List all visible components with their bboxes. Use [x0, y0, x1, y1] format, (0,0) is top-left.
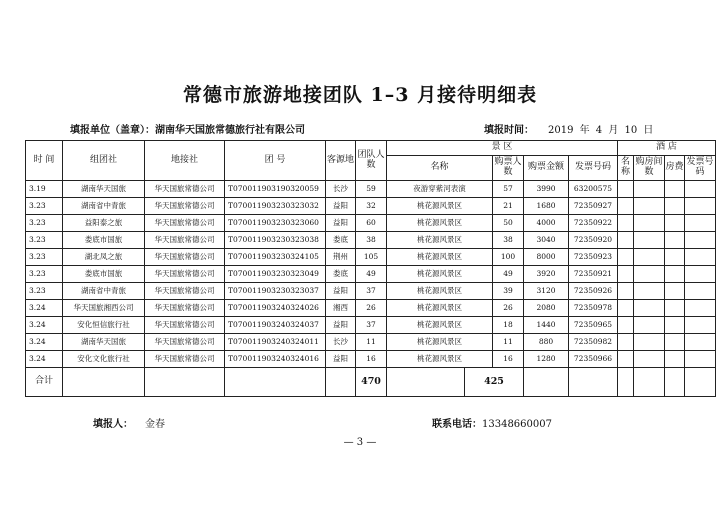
- row-local: 华天国旅常德公司: [145, 232, 225, 249]
- col-hotel-name: 名称: [618, 156, 634, 181]
- row-hotel-invoice: [685, 317, 716, 334]
- row-group-no: T070011903230323032: [225, 198, 326, 215]
- row-date: 3.24: [26, 300, 63, 317]
- row-hotel-fee: [665, 232, 685, 249]
- phone-label: 联系电话：: [432, 419, 482, 430]
- row-group: 湖北凤之旅: [63, 249, 145, 266]
- row-group-no: T070011903240324037: [225, 317, 326, 334]
- row-amount: 3920: [524, 266, 569, 283]
- col-local: 地接社: [145, 141, 225, 181]
- row-invoice: 72350922: [569, 215, 618, 232]
- row-source: 娄底: [326, 232, 356, 249]
- row-source: 益阳: [326, 351, 356, 368]
- row-local: 华天国旅常德公司: [145, 181, 225, 198]
- row-amount: 3120: [524, 283, 569, 300]
- row-hotel-rooms: [634, 317, 665, 334]
- row-local: 华天国旅常德公司: [145, 317, 225, 334]
- row-hotel-fee: [665, 351, 685, 368]
- row-tickets: 16: [493, 351, 524, 368]
- row-group-no: T070011903240324026: [225, 300, 326, 317]
- report-time-value: 2019 年 4 月 10 日: [548, 125, 654, 136]
- table-row: [26, 351, 716, 368]
- phone-number: 13348660007: [482, 419, 552, 430]
- col-time: 时 间: [26, 141, 63, 181]
- row-hotel-name: [618, 317, 634, 334]
- row-hotel-rooms: [634, 232, 665, 249]
- row-hotel-invoice: [685, 232, 716, 249]
- col-group-no: 团 号: [225, 141, 326, 181]
- row-hotel-fee: [665, 181, 685, 198]
- row-amount: 1280: [524, 351, 569, 368]
- row-people: 11: [356, 334, 387, 351]
- col-hotel-rooms: 购房间数: [634, 156, 665, 181]
- row-source: 益阳: [326, 283, 356, 300]
- row-people: 105: [356, 249, 387, 266]
- row-tickets: 57: [493, 181, 524, 198]
- table-row: [26, 317, 716, 334]
- row-amount: 1680: [524, 198, 569, 215]
- col-hotel: 酒 店: [618, 141, 716, 156]
- row-hotel-invoice: [685, 181, 716, 198]
- row-date: 3.19: [26, 181, 63, 198]
- row-scenic-name: 桃花源风景区: [387, 198, 493, 215]
- row-hotel-name: [618, 300, 634, 317]
- row-invoice: 72350920: [569, 232, 618, 249]
- report-time: [484, 121, 653, 136]
- row-amount: 2080: [524, 300, 569, 317]
- row-hotel-fee: [665, 334, 685, 351]
- row-group: 安化文化旅行社: [63, 351, 145, 368]
- table-row: [26, 266, 716, 283]
- row-hotel-invoice: [685, 300, 716, 317]
- row-group: 娄底市国旅: [63, 232, 145, 249]
- row-hotel-fee: [665, 283, 685, 300]
- row-local: 华天国旅常德公司: [145, 266, 225, 283]
- row-hotel-rooms: [634, 351, 665, 368]
- row-people: 37: [356, 317, 387, 334]
- row-date: 3.23: [26, 215, 63, 232]
- row-people: 38: [356, 232, 387, 249]
- row-hotel-name: [618, 351, 634, 368]
- row-amount: 880: [524, 334, 569, 351]
- row-source: 娄底: [326, 266, 356, 283]
- row-scenic-name: 桃花源风景区: [387, 334, 493, 351]
- row-group-no: T070011903230324105: [225, 249, 326, 266]
- total-tickets: 425: [465, 368, 524, 397]
- row-invoice: 72350921: [569, 266, 618, 283]
- row-hotel-fee: [665, 198, 685, 215]
- col-hotel-fee: 房费: [665, 156, 685, 181]
- row-hotel-fee: [665, 317, 685, 334]
- header-row-1: [26, 141, 716, 156]
- table-row: [26, 198, 716, 215]
- row-group: 湖南华天国旅: [63, 181, 145, 198]
- row-source: 湘西: [326, 300, 356, 317]
- row-invoice: 72350966: [569, 351, 618, 368]
- row-date: 3.23: [26, 198, 63, 215]
- row-people: 60: [356, 215, 387, 232]
- table-row: [26, 232, 716, 249]
- row-amount: 1440: [524, 317, 569, 334]
- row-scenic-name: 桃花源风景区: [387, 351, 493, 368]
- row-hotel-fee: [665, 215, 685, 232]
- row-group: 娄底市国旅: [63, 266, 145, 283]
- row-invoice: 72350927: [569, 198, 618, 215]
- col-scenic-tickets: 购票人数: [493, 156, 524, 181]
- row-hotel-name: [618, 215, 634, 232]
- row-date: 3.23: [26, 266, 63, 283]
- col-scenic: 景 区: [387, 141, 618, 156]
- row-amount: 3990: [524, 181, 569, 198]
- row-hotel-rooms: [634, 334, 665, 351]
- row-local: 华天国旅常德公司: [145, 215, 225, 232]
- total-row: [26, 368, 716, 397]
- table-row: [26, 181, 716, 198]
- row-hotel-name: [618, 334, 634, 351]
- row-people: 26: [356, 300, 387, 317]
- row-people: 37: [356, 283, 387, 300]
- row-amount: 3040: [524, 232, 569, 249]
- filler: [93, 415, 165, 430]
- table-row: [26, 215, 716, 232]
- row-invoice: 72350923: [569, 249, 618, 266]
- row-date: 3.23: [26, 283, 63, 300]
- table-row: [26, 300, 716, 317]
- detail-table: [25, 140, 716, 397]
- total-label: 合计: [26, 368, 63, 397]
- row-group: 湖南省中青旅: [63, 198, 145, 215]
- row-group-no: T070011903230323037: [225, 283, 326, 300]
- row-hotel-fee: [665, 300, 685, 317]
- col-scenic-name: 名称: [387, 156, 493, 181]
- contact-phone: [432, 415, 552, 430]
- row-date: 3.24: [26, 334, 63, 351]
- row-group-no: T070011903230323060: [225, 215, 326, 232]
- row-people: 59: [356, 181, 387, 198]
- row-scenic-name: 桃花源风景区: [387, 300, 493, 317]
- row-invoice: 72350978: [569, 300, 618, 317]
- row-hotel-fee: [665, 249, 685, 266]
- filler-label: 填报人：: [93, 419, 133, 430]
- row-people: 16: [356, 351, 387, 368]
- row-tickets: 100: [493, 249, 524, 266]
- row-hotel-rooms: [634, 249, 665, 266]
- row-hotel-rooms: [634, 181, 665, 198]
- row-invoice: 72350965: [569, 317, 618, 334]
- row-hotel-invoice: [685, 249, 716, 266]
- row-hotel-invoice: [685, 351, 716, 368]
- row-local: 华天国旅常德公司: [145, 334, 225, 351]
- row-invoice: 72350926: [569, 283, 618, 300]
- row-local: 华天国旅常德公司: [145, 249, 225, 266]
- row-local: 华天国旅常德公司: [145, 198, 225, 215]
- row-hotel-invoice: [685, 283, 716, 300]
- row-scenic-name: 桃花源风景区: [387, 283, 493, 300]
- row-scenic-name: 桃花源风景区: [387, 266, 493, 283]
- col-scenic-amount: 购票金额: [524, 156, 569, 181]
- row-scenic-name: 桃花源风景区: [387, 215, 493, 232]
- row-people: 32: [356, 198, 387, 215]
- row-tickets: 18: [493, 317, 524, 334]
- row-source: 益阳: [326, 198, 356, 215]
- row-tickets: 21: [493, 198, 524, 215]
- row-local: 华天国旅常德公司: [145, 283, 225, 300]
- row-date: 3.24: [26, 351, 63, 368]
- row-group-no: T070011903190320059: [225, 181, 326, 198]
- filler-name: 金春: [145, 419, 165, 430]
- row-scenic-name: 桃花源风景区: [387, 249, 493, 266]
- table-row: [26, 283, 716, 300]
- row-source: 益阳: [326, 215, 356, 232]
- row-source: 荆州: [326, 249, 356, 266]
- row-source: 长沙: [326, 334, 356, 351]
- row-group: 湖南省中青旅: [63, 283, 145, 300]
- col-group: 组团社: [63, 141, 145, 181]
- row-amount: 8000: [524, 249, 569, 266]
- row-hotel-invoice: [685, 266, 716, 283]
- row-scenic-name: 夜游穿紫河表演: [387, 181, 493, 198]
- row-tickets: 39: [493, 283, 524, 300]
- row-tickets: 49: [493, 266, 524, 283]
- col-people: 团队人数: [356, 141, 387, 181]
- row-scenic-name: 桃花源风景区: [387, 232, 493, 249]
- row-group: 华天国旅湘西公司: [63, 300, 145, 317]
- col-scenic-invoice: 发票号码: [569, 156, 618, 181]
- col-source: 客源地: [326, 141, 356, 181]
- row-group-no: T070011903240324011: [225, 334, 326, 351]
- row-tickets: 11: [493, 334, 524, 351]
- row-group-no: T070011903230323049: [225, 266, 326, 283]
- row-hotel-rooms: [634, 198, 665, 215]
- row-hotel-fee: [665, 266, 685, 283]
- row-hotel-name: [618, 181, 634, 198]
- row-invoice: 63200575: [569, 181, 618, 198]
- report-time-label: 填报时间：: [484, 125, 534, 136]
- row-group-no: T070011903230323038: [225, 232, 326, 249]
- row-group-no: T070011903240324016: [225, 351, 326, 368]
- row-tickets: 26: [493, 300, 524, 317]
- row-date: 3.23: [26, 249, 63, 266]
- row-invoice: 72350982: [569, 334, 618, 351]
- row-group: 湖南华天国旅: [63, 334, 145, 351]
- row-tickets: 38: [493, 232, 524, 249]
- page-number: — 3 —: [343, 437, 377, 448]
- row-tickets: 50: [493, 215, 524, 232]
- row-hotel-invoice: [685, 198, 716, 215]
- row-source: 长沙: [326, 181, 356, 198]
- row-hotel-name: [618, 249, 634, 266]
- row-hotel-name: [618, 283, 634, 300]
- row-hotel-name: [618, 232, 634, 249]
- row-hotel-invoice: [685, 334, 716, 351]
- row-source: 益阳: [326, 317, 356, 334]
- row-hotel-name: [618, 266, 634, 283]
- row-hotel-rooms: [634, 300, 665, 317]
- row-date: 3.23: [26, 232, 63, 249]
- col-hotel-invoice: 发票号码: [685, 156, 716, 181]
- row-group: 益阳泰之旅: [63, 215, 145, 232]
- row-hotel-rooms: [634, 283, 665, 300]
- row-hotel-invoice: [685, 215, 716, 232]
- row-local: 华天国旅常德公司: [145, 300, 225, 317]
- row-hotel-rooms: [634, 266, 665, 283]
- page-title: 常德市旅游地接团队 1–3 月接待明细表: [182, 84, 538, 106]
- row-hotel-name: [618, 198, 634, 215]
- row-amount: 4000: [524, 215, 569, 232]
- table-row: [26, 249, 716, 266]
- row-people: 49: [356, 266, 387, 283]
- row-scenic-name: 桃花源风景区: [387, 317, 493, 334]
- reporting-unit: 填报单位（盖章）：湖南华天国旅常德旅行社有限公司: [70, 125, 305, 136]
- row-hotel-rooms: [634, 215, 665, 232]
- row-date: 3.24: [26, 317, 63, 334]
- row-group: 安化恒信旅行社: [63, 317, 145, 334]
- table-row: [26, 334, 716, 351]
- row-local: 华天国旅常德公司: [145, 351, 225, 368]
- total-people: 470: [356, 368, 387, 397]
